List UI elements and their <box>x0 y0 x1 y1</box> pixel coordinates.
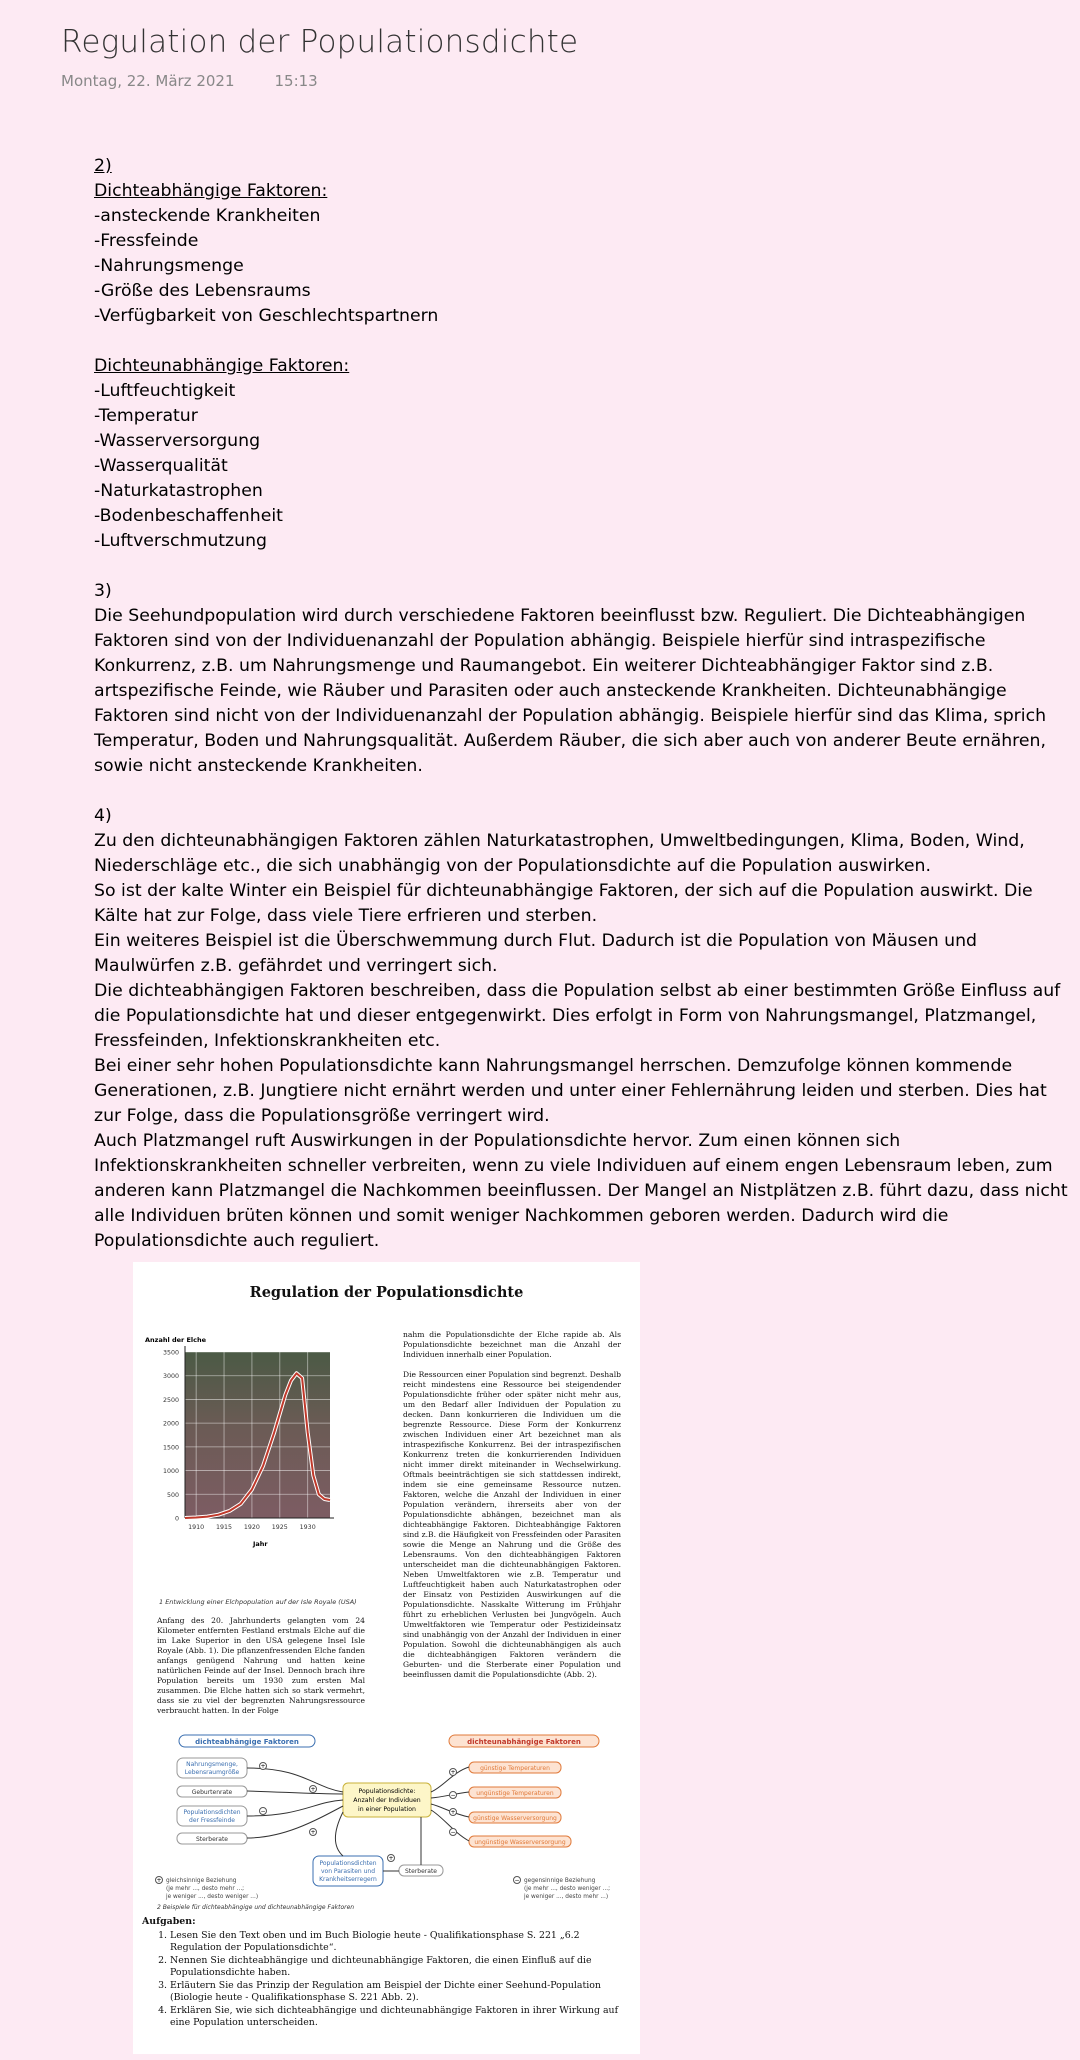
y-tick-label: 500 <box>166 1491 179 1499</box>
y-tick-label: 3500 <box>162 1349 179 1357</box>
predators-label-2: der Fressfeinde <box>189 1817 235 1824</box>
tasks-section <box>142 1916 632 2030</box>
relation-sign: − <box>450 1829 456 1836</box>
right-column-text: Die Ressourcen einer Population sind begrenzt. Deshalb reicht mindestens eine Ressource bei steigendender Populationsdichte früher oder später nicht mehr aus, um den Bedarf aller Individuen der Population zu decken. Dann konkurrieren die Individuen um die begrenzte Ressource. Diese Form der Konkurrenz zwischen Individuen einer Art bezeichnet man als intraspezifische Konkurrenz. Bei der intraspezifischen Konkurrenz treten die konkurrierenden Individuen nicht immer direkt miteinander in Wechselwirkung. Oftmals beeinträchtigen sie sich stattdessen indirekt, indem sie eine gemeinsame Ressource nutzen. Faktoren, welche die Anzahl der Individuen in einer Population verändern, ihrerseits aber von der Populationsdichte abhängen, bezeichnet man als dichteabhängige Faktoren. Dichteabhängige Faktoren sind z.B. die Häufigkeit von Fressfeinden oder Parasiten sowie die Menge an Nahrung und die Größe des Lebensraums. Von den dichteabhängigen Faktoren unterscheidet man die dichteunabhängigen Faktoren. Neben Umweltfaktoren wie z.B. Temperatur und Luftfeuchtigkeit haben auch Naturkatastrophen oder der Einsatz von Pestiziden Auswirkungen auf die Populationsdichte. Nasskalte Witterung im Frühjahr führt zu erheblichen Verlusten bei Jungvögeln. Auch Umweltfaktoren wie Temperatur oder Pestizideinsatz sind unabhängig von der Anzahl der Individuen in einer Population. Sowohl die dichteunabhängigen als auch die dichteabhängigen Faktoren verändern die Geburten- und die Sterberate einer Population und beeinflussen damit die Populationsdichte (Abb. 2). <box>403 1370 621 1679</box>
relation-sign: − <box>260 1808 266 1815</box>
chart-caption: 1 Entwicklung einer Elchpopulation auf der Isle Royale (USA) <box>159 1598 357 1606</box>
worksheet-title: Regulation der Populationsdichte <box>249 1284 524 1301</box>
section-4-paragraph: Auch Platzmangel ruft Auswirkungen in der Populationsdichte hervor. Zum einen können sich Infektionskrankheiten schneller verbreiten, wenn zu viele Individuen auf einem engen Lebensraum leben, zum anderen kann Platzmangel die Nachkommen beeinflussen. Der Mangel an Nistplätzen z.B. führt dazu, dass nicht alle Individuen brüten können und somit weniger Nachkommen geboren werden. Dadurch wird die Populationsdichte auch reguliert. <box>94 1131 1068 1251</box>
list-item: -Verfügbarkeit von Geschlechtspartnern <box>94 306 439 326</box>
x-tick-label: 1920 <box>243 1524 260 1531</box>
section-3-heading: 3) <box>94 581 112 601</box>
list-item: -Naturkatastrophen <box>94 481 263 501</box>
favorable-water-label: günstige Wasserversorgung <box>473 1815 557 1822</box>
relation-sign: − <box>450 1792 456 1799</box>
parasites-line-2: von Parasiten und <box>320 1868 376 1875</box>
habitat-label: Lebensraumgröße <box>184 1769 240 1776</box>
list-item: -ansteckende Krankheiten <box>94 206 321 226</box>
parasites-line-3: Krankheitserregern <box>319 1876 377 1883</box>
center-line-2: Anzahl der Individuen <box>353 1797 421 1804</box>
tasks-heading: Aufgaben: <box>142 1916 196 1927</box>
y-axis-label: Anzahl der Elche <box>145 1336 207 1344</box>
predators-label-1: Populationsdichten <box>183 1809 241 1816</box>
legend-left-3: je weniger ..., desto weniger ...) <box>166 1894 259 1900</box>
independent-factors-heading: Dichteunabhängige Faktoren: <box>94 356 350 376</box>
list-item: -Fressfeinde <box>94 231 199 251</box>
note-time: 15:13 <box>274 72 318 90</box>
list-item: -Temperatur <box>94 406 198 426</box>
list-item: -Luftfeuchtigkeit <box>94 381 236 401</box>
relation-sign: + <box>388 1855 394 1862</box>
center-line-3: in einer Population <box>358 1806 416 1813</box>
elk-population-chart <box>133 1328 343 1568</box>
note-date: Montag, 22. März 2021 <box>61 72 235 90</box>
section-4-paragraph: Bei einer sehr hohen Populationsdichte kann Nahrungsmangel herrschen. Demzufolge können kommende Generationen, z.B. Jungtiere nicht ernährt werden und unter einer Fehlernährung leiden und sterben. Dies hat zur Folge, dass die Populationsgröße verringert wird. <box>94 1056 1047 1126</box>
x-tick-label: 1915 <box>216 1524 233 1531</box>
relation-sign: + <box>260 1763 266 1770</box>
legend-minus-sign: − <box>514 1877 520 1884</box>
unfavorable-water-label: ungünstige Wasserversorgung <box>474 1839 566 1846</box>
section-4-paragraph: Die dichteabhängigen Faktoren beschreiben, dass die Population selbst ab einer bestimmten Größe Einfluss auf die Populationsdichte hat und dieser entgegenwirkt. Dies erfolgt in Form von Nahrungsmangel, Platzmangel, Fressfeinden, Infektionskrankheiten etc. <box>94 981 1061 1051</box>
diagram-caption: 2 Beispiele für dichteabhängige und dichteunabhängige Faktoren <box>157 1904 355 1911</box>
parasites-line-1: Populationsdichten <box>319 1860 377 1867</box>
section-4-heading: 4) <box>94 806 112 826</box>
legend-left-1: gleichsinnige Beziehung <box>166 1878 237 1884</box>
legend-left-2: (je mehr ..., desto mehr ...; <box>166 1886 245 1892</box>
legend-right-2: (je mehr ..., desto weniger ...; <box>524 1886 611 1892</box>
list-item: -Nahrungsmenge <box>94 256 244 276</box>
page-title: Regulation der Populationsdichte <box>61 24 579 60</box>
task-item: 2. Nennen Sie dichteabhängige und dichteunabhängige Faktoren, die einen Einfluß auf die Populationsdichte haben. <box>170 1955 632 1979</box>
regulation-diagram <box>133 1732 640 1912</box>
y-tick-label: 0 <box>174 1515 179 1523</box>
note-body[interactable] <box>94 154 1069 1254</box>
right-column-intro: nahm die Populationsdichte der Elche rapide ab. Als Populationsdichte bezeichnet man die Anzahl der Individuen innerhalb einer Population. <box>403 1330 621 1359</box>
section-2-heading: 2) <box>94 156 112 176</box>
section-3-text: Die Seehundpopulation wird durch verschiedene Faktoren beeinflusst bzw. Reguliert. Die Dichteabhängigen Faktoren sind von der Individuenanzahl der Population abhängig. Beispiele hierfür sind intraspezifische Konkurrenz, z.B. um Nahrungsmenge und Raumangebot. Ein weiterer Dichteabhängiger Faktor sind z.B. artspezifische Feinde, wie Räuber und Parasiten oder auch ansteckende Krankheiten. Dichteunabhängige Faktoren sind nicht von der Individuenanzahl der Population abhängig. Beispiele hierfür sind das Klima, sprich Temperatur, Boden und Nahrungsqualität. Außerdem Räuber, die sich aber auch von anderer Beute ernähren, sowie nicht ansteckende Krankheiten. <box>94 606 1047 776</box>
dependent-header: dichteabhängige Faktoren <box>195 1738 299 1746</box>
list-item: -Luftverschmutzung <box>94 531 267 551</box>
x-axis-label: Jahr <box>253 1540 268 1548</box>
center-line-1: Populationsdichte: <box>358 1788 416 1795</box>
task-item: 4. Erklären Sie, wie sich dichteabhängige und dichteunabhängige Faktoren in ihrer Wirkung auf eine Population unterscheiden. <box>170 2005 632 2029</box>
unfavorable-temp-label: ungünstige Temperaturen <box>476 1790 554 1797</box>
x-tick-label: 1910 <box>188 1524 205 1531</box>
list-item: -Bodenbeschaffenheit <box>94 506 283 526</box>
task-item: 3. Erläutern Sie das Prinzip der Regulation am Beispiel der Dichte einer Seehund-Population (Biologie heute - Qualifikationsphase S. 221 Abb. 2). <box>170 1980 632 2004</box>
dependent-factors-heading: Dichteabhängige Faktoren: <box>94 181 328 201</box>
y-tick-label: 1000 <box>162 1468 179 1476</box>
note-timestamp <box>61 72 318 90</box>
y-tick-label: 3000 <box>162 1373 179 1381</box>
relation-sign: + <box>310 1829 316 1836</box>
deathrate-label: Sterberate <box>195 1836 229 1843</box>
legend-plus-sign: + <box>156 1877 162 1884</box>
birthrate-label: Geburtenrate <box>191 1789 233 1796</box>
task-item: 1. Lesen Sie den Text oben und im Buch Biologie heute - Qualifikationsphase S. 221 „6.2 Regulation der Populationsdichte“. <box>170 1930 632 1954</box>
section-4-paragraph: Zu den dichteunabhängigen Faktoren zählen Naturkatastrophen, Umweltbedingungen, Klima, Boden, Wind, Niederschläge etc., die sich unabhängig von der Populationsdichte auf die Population auswirken. <box>94 831 1025 876</box>
x-tick-label: 1930 <box>299 1524 316 1531</box>
list-item: -Wasserversorgung <box>94 431 261 451</box>
legend-right-3: je weniger ..., desto mehr ...) <box>524 1894 609 1900</box>
list-item: -Wasserqualität <box>94 456 228 476</box>
x-tick-label: 1925 <box>271 1524 288 1531</box>
section-4-paragraph: So ist der kalte Winter ein Beispiel für dichteunabhängige Faktoren, der sich auf die Population auswirkt. Die Kälte hat zur Folge, dass viele Tiere erfrieren und sterben. <box>94 881 1033 926</box>
worksheet-image[interactable] <box>133 1262 640 2054</box>
relation-sign: + <box>310 1786 316 1793</box>
left-column-text: Anfang des 20. Jahrhunderts gelangten vom 24 Kilometer entfernten Festland erstmals Elche auf die im Lake Superior in den USA gelegene Insel Isle Royale (Abb. 1). Die pflanzenfressenden Elche fanden anfangs genügend Nahrung und hatten keine natürlichen Feinde auf der Insel. Dennoch brach ihre Population bereits um 1930 zum ersten Mal zusammen. Die Elche hatten sich so stark vermehrt, dass sie zu viel der begrenzten Nahrungsressource verbraucht hatten. In der Folge <box>157 1616 365 1715</box>
y-tick-label: 2500 <box>162 1396 179 1404</box>
section-4-paragraph: Ein weiteres Beispiel ist die Überschwemmung durch Flut. Dadurch ist die Population von Mäusen und Maulwürfen z.B. gefährdet und verringert sich. <box>94 931 978 976</box>
y-tick-label: 1500 <box>162 1444 179 1452</box>
food-label: Nahrungsmenge, <box>186 1761 238 1768</box>
list-item: -Größe des Lebensraums <box>94 281 311 301</box>
independent-header: dichteunabhängige Faktoren <box>467 1738 581 1746</box>
y-tick-label: 2000 <box>162 1420 179 1428</box>
legend-right-1: gegensinnige Beziehung <box>524 1878 596 1884</box>
deathrate-bottom-label: Sterberate <box>404 1868 438 1875</box>
favorable-temp-label: günstige Temperaturen <box>480 1765 550 1772</box>
relation-sign: + <box>450 1769 456 1776</box>
relation-sign: + <box>450 1809 456 1816</box>
